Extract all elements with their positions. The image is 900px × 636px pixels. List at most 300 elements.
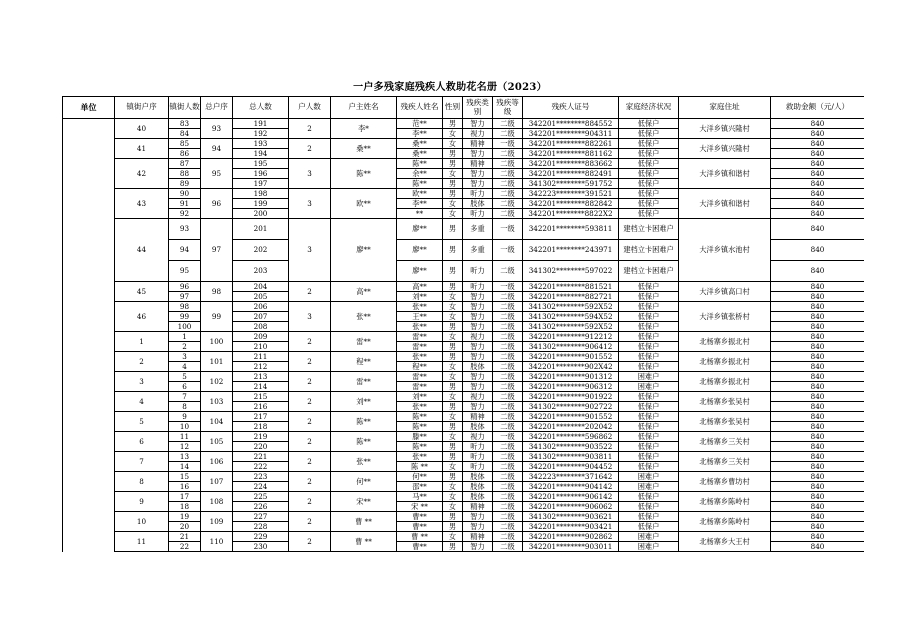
- cell-total-seq: 106: [201, 452, 233, 472]
- cell-grade: 二级: [493, 312, 523, 322]
- cell-amount: 840: [771, 169, 865, 179]
- cell-cert: 342201********906312: [523, 382, 619, 392]
- cell-type: 听力: [463, 452, 493, 462]
- cell-grade: 二级: [493, 322, 523, 332]
- cell-total-seq: 94: [201, 139, 233, 159]
- cell-sex: 女: [443, 412, 463, 422]
- cell-cert: 342201********8822X2: [523, 209, 619, 219]
- cell-town-seq: 10: [115, 512, 169, 532]
- cell-town-count: 10: [169, 422, 201, 432]
- cell-total-people: 195: [233, 159, 289, 169]
- cell-type: 智力: [463, 322, 493, 332]
- cell-name: 陈**: [397, 412, 443, 422]
- cell-town-count: 94: [169, 240, 201, 261]
- cell-town-count: 6: [169, 382, 201, 392]
- cell-town-seq: 43: [115, 189, 169, 219]
- cell-head: 雷**: [331, 372, 397, 392]
- cell-name: 余**: [397, 169, 443, 179]
- cell-grade: 一级: [493, 240, 523, 261]
- cell-grade: 二级: [493, 372, 523, 382]
- cell-address: 北杨寨乡振北村: [679, 372, 771, 392]
- cell-sex: 男: [443, 119, 463, 129]
- cell-cert: 342201********596862: [523, 432, 619, 442]
- cell-town-seq: 8: [115, 472, 169, 492]
- cell-total-people: 194: [233, 149, 289, 159]
- cell-address: 大洋乡镇张桥村: [679, 302, 771, 332]
- cell-name: 王**: [397, 312, 443, 322]
- cell-amount: 840: [771, 149, 865, 159]
- cell-amount: 840: [771, 139, 865, 149]
- table-row: [63, 352, 865, 362]
- cell-cert: 342201********901552: [523, 352, 619, 362]
- cell-amount: 840: [771, 422, 865, 432]
- cell-sex: 男: [443, 542, 463, 552]
- cell-total-people: 192: [233, 129, 289, 139]
- cell-econ: 低保户: [619, 169, 679, 179]
- cell-total-people: 209: [233, 332, 289, 342]
- cell-type: 智力: [463, 402, 493, 412]
- header-sex: 性别: [443, 97, 463, 119]
- cell-cert: 341302********594X52: [523, 312, 619, 322]
- cell-household-size: 2: [289, 452, 331, 472]
- cell-head: 程**: [331, 352, 397, 372]
- cell-total-people: 230: [233, 542, 289, 552]
- cell-household-size: 2: [289, 139, 331, 159]
- table-row: [63, 532, 865, 542]
- cell-sex: 男: [443, 149, 463, 159]
- cell-sex: 男: [443, 261, 463, 282]
- header-name: 残疾人姓名: [397, 97, 443, 119]
- cell-address: 北杨寨乡振北村: [679, 332, 771, 352]
- cell-name: 宋 **: [397, 502, 443, 512]
- cell-amount: 840: [771, 240, 865, 261]
- cell-amount: 840: [771, 522, 865, 532]
- cell-address: 北杨寨乡三关村: [679, 432, 771, 452]
- cell-name: 刘**: [397, 392, 443, 402]
- cell-household-size: 2: [289, 412, 331, 432]
- cell-grade: 一级: [493, 432, 523, 442]
- header-unit: 单位: [63, 97, 115, 119]
- cell-household-size: 2: [289, 352, 331, 372]
- cell-total-people: 196: [233, 169, 289, 179]
- cell-grade: 一级: [493, 282, 523, 292]
- cell-address: 北杨寨乡曹坊村: [679, 472, 771, 492]
- cell-address: 大洋乡镇水池村: [679, 219, 771, 282]
- table-row: [63, 189, 865, 199]
- cell-name: 张**: [397, 302, 443, 312]
- cell-cert: 342201********881162: [523, 149, 619, 159]
- cell-cert: 342201********884552: [523, 119, 619, 129]
- cell-cert: 342201********904311: [523, 129, 619, 139]
- cell-sex: 男: [443, 322, 463, 332]
- cell-name: 张**: [397, 452, 443, 462]
- cell-name: 李**: [397, 129, 443, 139]
- cell-type: 精神: [463, 139, 493, 149]
- cell-head: 雷**: [331, 332, 397, 352]
- cell-amount: 840: [771, 209, 865, 219]
- cell-sex: 女: [443, 332, 463, 342]
- cell-amount: 840: [771, 392, 865, 402]
- cell-econ: 低保户: [619, 199, 679, 209]
- cell-name: 程**: [397, 362, 443, 372]
- cell-type: 智力: [463, 382, 493, 392]
- cell-name: 桑**: [397, 149, 443, 159]
- cell-total-seq: 99: [201, 302, 233, 332]
- cell-name: 雷**: [397, 342, 443, 352]
- cell-household-size: 2: [289, 432, 331, 452]
- cell-amount: 840: [771, 492, 865, 502]
- cell-town-count: 87: [169, 159, 201, 169]
- cell-type: 智力: [463, 542, 493, 552]
- cell-amount: 840: [771, 532, 865, 542]
- cell-amount: 840: [771, 512, 865, 522]
- cell-town-count: 92: [169, 209, 201, 219]
- cell-total-people: 211: [233, 352, 289, 362]
- cell-amount: 840: [771, 502, 865, 512]
- cell-cert: 341302********597022: [523, 261, 619, 282]
- cell-town-count: 2: [169, 342, 201, 352]
- cell-type: 听力: [463, 462, 493, 472]
- cell-type: 视力: [463, 129, 493, 139]
- cell-town-count: 5: [169, 372, 201, 382]
- cell-grade: 二级: [493, 292, 523, 302]
- cell-type: 智力: [463, 169, 493, 179]
- cell-head: 曹 **: [331, 512, 397, 532]
- cell-econ: 低保户: [619, 332, 679, 342]
- cell-town-count: 13: [169, 452, 201, 462]
- cell-address: 北杨寨乡陈岭村: [679, 492, 771, 512]
- cell-name: 高**: [397, 282, 443, 292]
- cell-type: 精神: [463, 159, 493, 169]
- cell-sex: 男: [443, 522, 463, 532]
- cell-household-size: 2: [289, 472, 331, 492]
- cell-town-seq: 9: [115, 492, 169, 512]
- cell-type: 听力: [463, 209, 493, 219]
- table-row: [63, 139, 865, 149]
- cell-amount: 840: [771, 292, 865, 302]
- cell-type: 肢体: [463, 362, 493, 372]
- cell-name: 陈**: [397, 159, 443, 169]
- cell-type: 智力: [463, 512, 493, 522]
- cell-amount: 840: [771, 362, 865, 372]
- page-title: 一户多残家庭残疾人救助花名册（2023）: [353, 82, 547, 93]
- cell-town-count: 9: [169, 412, 201, 422]
- cell-amount: 840: [771, 372, 865, 382]
- cell-grade: 二级: [493, 119, 523, 129]
- cell-type: 智力: [463, 312, 493, 322]
- cell-cert: 341302********591752: [523, 179, 619, 189]
- cell-sex: 女: [443, 139, 463, 149]
- cell-address: 大洋乡镇兴隆村: [679, 119, 771, 139]
- cell-grade: 二级: [493, 462, 523, 472]
- cell-town-seq: 11: [115, 532, 169, 552]
- cell-household-size: 3: [289, 219, 331, 282]
- cell-name: 雷**: [397, 332, 443, 342]
- cell-econ: 建档立卡困难户: [619, 240, 679, 261]
- cell-amount: 840: [771, 219, 865, 240]
- cell-town-count: 85: [169, 139, 201, 149]
- cell-name: 马**: [397, 492, 443, 502]
- cell-total-people: 221: [233, 452, 289, 462]
- cell-total-people: 199: [233, 199, 289, 209]
- cell-amount: 840: [771, 342, 865, 352]
- cell-grade: 二级: [493, 402, 523, 412]
- cell-name: 曹**: [397, 522, 443, 532]
- cell-name: 雷**: [397, 382, 443, 392]
- cell-cert: 342201********903421: [523, 522, 619, 532]
- cell-grade: 二级: [493, 492, 523, 502]
- cell-town-seq: 4: [115, 392, 169, 412]
- cell-type: 智力: [463, 302, 493, 312]
- cell-town-count: 95: [169, 261, 201, 282]
- header-household-size: 户人数: [289, 97, 331, 119]
- cell-total-people: 206: [233, 302, 289, 312]
- cell-name: 滕**: [397, 432, 443, 442]
- cell-name: 曹 **: [397, 532, 443, 542]
- cell-grade: 二级: [493, 209, 523, 219]
- cell-sex: 男: [443, 342, 463, 352]
- cell-address: 北杨寨乡陈岭村: [679, 512, 771, 532]
- cell-cert: 341302********903522: [523, 442, 619, 452]
- cell-grade: 二级: [493, 342, 523, 352]
- cell-name: 陈**: [397, 422, 443, 432]
- cell-amount: 840: [771, 189, 865, 199]
- cell-econ: 低保户: [619, 342, 679, 352]
- cell-town-seq: 5: [115, 412, 169, 432]
- register-body: [63, 119, 865, 552]
- cell-amount: 840: [771, 452, 865, 462]
- cell-econ: 低保户: [619, 352, 679, 362]
- cell-grade: 二级: [493, 199, 523, 209]
- cell-sex: 男: [443, 382, 463, 392]
- cell-town-count: 18: [169, 502, 201, 512]
- cell-town-count: 14: [169, 462, 201, 472]
- cell-grade: 一级: [493, 219, 523, 240]
- cell-grade: 二级: [493, 352, 523, 362]
- cell-town-count: 7: [169, 392, 201, 402]
- cell-name: 曹**: [397, 512, 443, 522]
- cell-amount: 840: [771, 382, 865, 392]
- cell-household-size: 2: [289, 492, 331, 512]
- cell-household-size: 3: [289, 159, 331, 189]
- cell-econ: 低保户: [619, 139, 679, 149]
- cell-cert: 341302********592X52: [523, 322, 619, 332]
- cell-type: 智力: [463, 179, 493, 189]
- table-row: [63, 392, 865, 402]
- cell-cert: 342201********243971: [523, 240, 619, 261]
- table-row: [63, 452, 865, 462]
- table-row: [63, 119, 865, 129]
- cell-grade: 二级: [493, 179, 523, 189]
- cell-name: 范**: [397, 119, 443, 129]
- unit-cell: [63, 119, 115, 552]
- cell-total-people: 226: [233, 502, 289, 512]
- cell-cert: 342201********593811: [523, 219, 619, 240]
- cell-total-seq: 107: [201, 472, 233, 492]
- cell-grade: 二级: [493, 412, 523, 422]
- cell-address: 大洋乡镇兴隆村: [679, 139, 771, 159]
- cell-head: 桑**: [331, 139, 397, 159]
- cell-total-seq: 109: [201, 512, 233, 532]
- cell-type: 视力: [463, 432, 493, 442]
- cell-town-seq: 44: [115, 219, 169, 282]
- cell-amount: 840: [771, 261, 865, 282]
- header-head: 户主姓名: [331, 97, 397, 119]
- cell-head: 张**: [331, 452, 397, 472]
- cell-household-size: 2: [289, 532, 331, 552]
- cell-town-seq: 42: [115, 159, 169, 189]
- cell-town-count: 1: [169, 332, 201, 342]
- cell-type: 视力: [463, 332, 493, 342]
- cell-sex: 男: [443, 512, 463, 522]
- cell-grade: 二级: [493, 302, 523, 312]
- cell-cert: 342201********202042: [523, 422, 619, 432]
- cell-amount: 840: [771, 322, 865, 332]
- cell-household-size: 3: [289, 302, 331, 332]
- register-table-viewport: [62, 96, 864, 552]
- cell-type: 肢体: [463, 482, 493, 492]
- cell-total-people: 218: [233, 422, 289, 432]
- cell-total-seq: 108: [201, 492, 233, 512]
- cell-cert: 342201********901552: [523, 412, 619, 422]
- cell-household-size: 3: [289, 189, 331, 219]
- cell-sex: 女: [443, 492, 463, 502]
- cell-total-people: 197: [233, 179, 289, 189]
- cell-sex: 女: [443, 169, 463, 179]
- cell-sex: 男: [443, 240, 463, 261]
- cell-cert: 342201********882491: [523, 169, 619, 179]
- cell-amount: 840: [771, 179, 865, 189]
- cell-town-count: 88: [169, 169, 201, 179]
- cell-town-count: 93: [169, 219, 201, 240]
- cell-grade: 二级: [493, 512, 523, 522]
- cell-household-size: 2: [289, 512, 331, 532]
- cell-amount: 840: [771, 159, 865, 169]
- cell-cert: 342201********882721: [523, 292, 619, 302]
- cell-type: 肢体: [463, 472, 493, 482]
- cell-total-people: 205: [233, 292, 289, 302]
- cell-town-seq: 2: [115, 352, 169, 372]
- cell-grade: 二级: [493, 482, 523, 492]
- cell-amount: 840: [771, 412, 865, 422]
- cell-econ: 低保户: [619, 292, 679, 302]
- cell-cert: 342201********901922: [523, 392, 619, 402]
- cell-head: 欧**: [331, 189, 397, 219]
- cell-grade: 二级: [493, 522, 523, 532]
- cell-econ: 低保户: [619, 412, 679, 422]
- cell-town-seq: 46: [115, 302, 169, 332]
- cell-head: 陈**: [331, 412, 397, 432]
- cell-sex: 女: [443, 462, 463, 472]
- cell-town-count: 19: [169, 512, 201, 522]
- header-type: 残疾类别: [463, 97, 493, 119]
- cell-name: 雷**: [397, 372, 443, 382]
- header-town-count: 镇街人数: [169, 97, 201, 119]
- cell-grade: 二级: [493, 502, 523, 512]
- cell-sex: 男: [443, 402, 463, 412]
- cell-town-count: 17: [169, 492, 201, 502]
- cell-grade: 二级: [493, 472, 523, 482]
- cell-total-people: 201: [233, 219, 289, 240]
- cell-head: 李*: [331, 119, 397, 139]
- header-cert: 残疾人证号: [523, 97, 619, 119]
- cell-econ: 低保户: [619, 452, 679, 462]
- cell-sex: 女: [443, 312, 463, 322]
- cell-cert: 342223********391521: [523, 189, 619, 199]
- cell-household-size: 2: [289, 119, 331, 139]
- cell-econ: 低保户: [619, 119, 679, 129]
- cell-head: 刘**: [331, 392, 397, 412]
- cell-sex: 男: [443, 282, 463, 292]
- cell-amount: 840: [771, 119, 865, 129]
- cell-total-people: 219: [233, 432, 289, 442]
- cell-grade: 二级: [493, 422, 523, 432]
- cell-total-people: 214: [233, 382, 289, 392]
- cell-econ: 困难户: [619, 542, 679, 552]
- cell-type: 智力: [463, 352, 493, 362]
- cell-name: 曹**: [397, 542, 443, 552]
- cell-name: 陈**: [397, 179, 443, 189]
- cell-town-count: 99: [169, 312, 201, 322]
- cell-amount: 840: [771, 442, 865, 452]
- cell-total-people: 203: [233, 261, 289, 282]
- cell-total-people: 193: [233, 139, 289, 149]
- cell-grade: 二级: [493, 169, 523, 179]
- table-row: [63, 512, 865, 522]
- cell-total-people: 207: [233, 312, 289, 322]
- cell-cert: 341302********903621: [523, 512, 619, 522]
- cell-town-count: 4: [169, 362, 201, 372]
- cell-sex: 女: [443, 362, 463, 372]
- cell-econ: 低保户: [619, 512, 679, 522]
- cell-cert: 341302********902722: [523, 402, 619, 412]
- cell-amount: 840: [771, 542, 865, 552]
- cell-total-people: 217: [233, 412, 289, 422]
- cell-grade: 二级: [493, 452, 523, 462]
- cell-amount: 840: [771, 472, 865, 482]
- cell-address: 大洋乡镇和谐村: [679, 189, 771, 219]
- cell-grade: 二级: [493, 149, 523, 159]
- cell-sex: 女: [443, 292, 463, 302]
- cell-town-seq: 41: [115, 139, 169, 159]
- cell-total-seq: 105: [201, 432, 233, 452]
- cell-type: 听力: [463, 261, 493, 282]
- cell-total-people: 200: [233, 209, 289, 219]
- cell-town-count: 20: [169, 522, 201, 532]
- cell-cert: 342201********882842: [523, 199, 619, 209]
- cell-total-people: 223: [233, 472, 289, 482]
- cell-cert: 342201********904452: [523, 462, 619, 472]
- cell-type: 听力: [463, 442, 493, 452]
- table-row: [63, 159, 865, 169]
- cell-type: 肢体: [463, 422, 493, 432]
- cell-name: 欧**: [397, 189, 443, 199]
- cell-sex: 女: [443, 199, 463, 209]
- cell-address: 北杨寨乡振北村: [679, 352, 771, 372]
- cell-amount: 840: [771, 332, 865, 342]
- cell-amount: 840: [771, 402, 865, 412]
- cell-grade: 一级: [493, 139, 523, 149]
- cell-head: 曹 **: [331, 532, 397, 552]
- cell-grade: 二级: [493, 392, 523, 402]
- cell-sex: 男: [443, 452, 463, 462]
- cell-econ: 建档立卡困难户: [619, 219, 679, 240]
- cell-head: 高**: [331, 282, 397, 302]
- cell-total-people: 198: [233, 189, 289, 199]
- cell-sex: 女: [443, 482, 463, 492]
- cell-name: 张**: [397, 322, 443, 332]
- cell-econ: 低保户: [619, 149, 679, 159]
